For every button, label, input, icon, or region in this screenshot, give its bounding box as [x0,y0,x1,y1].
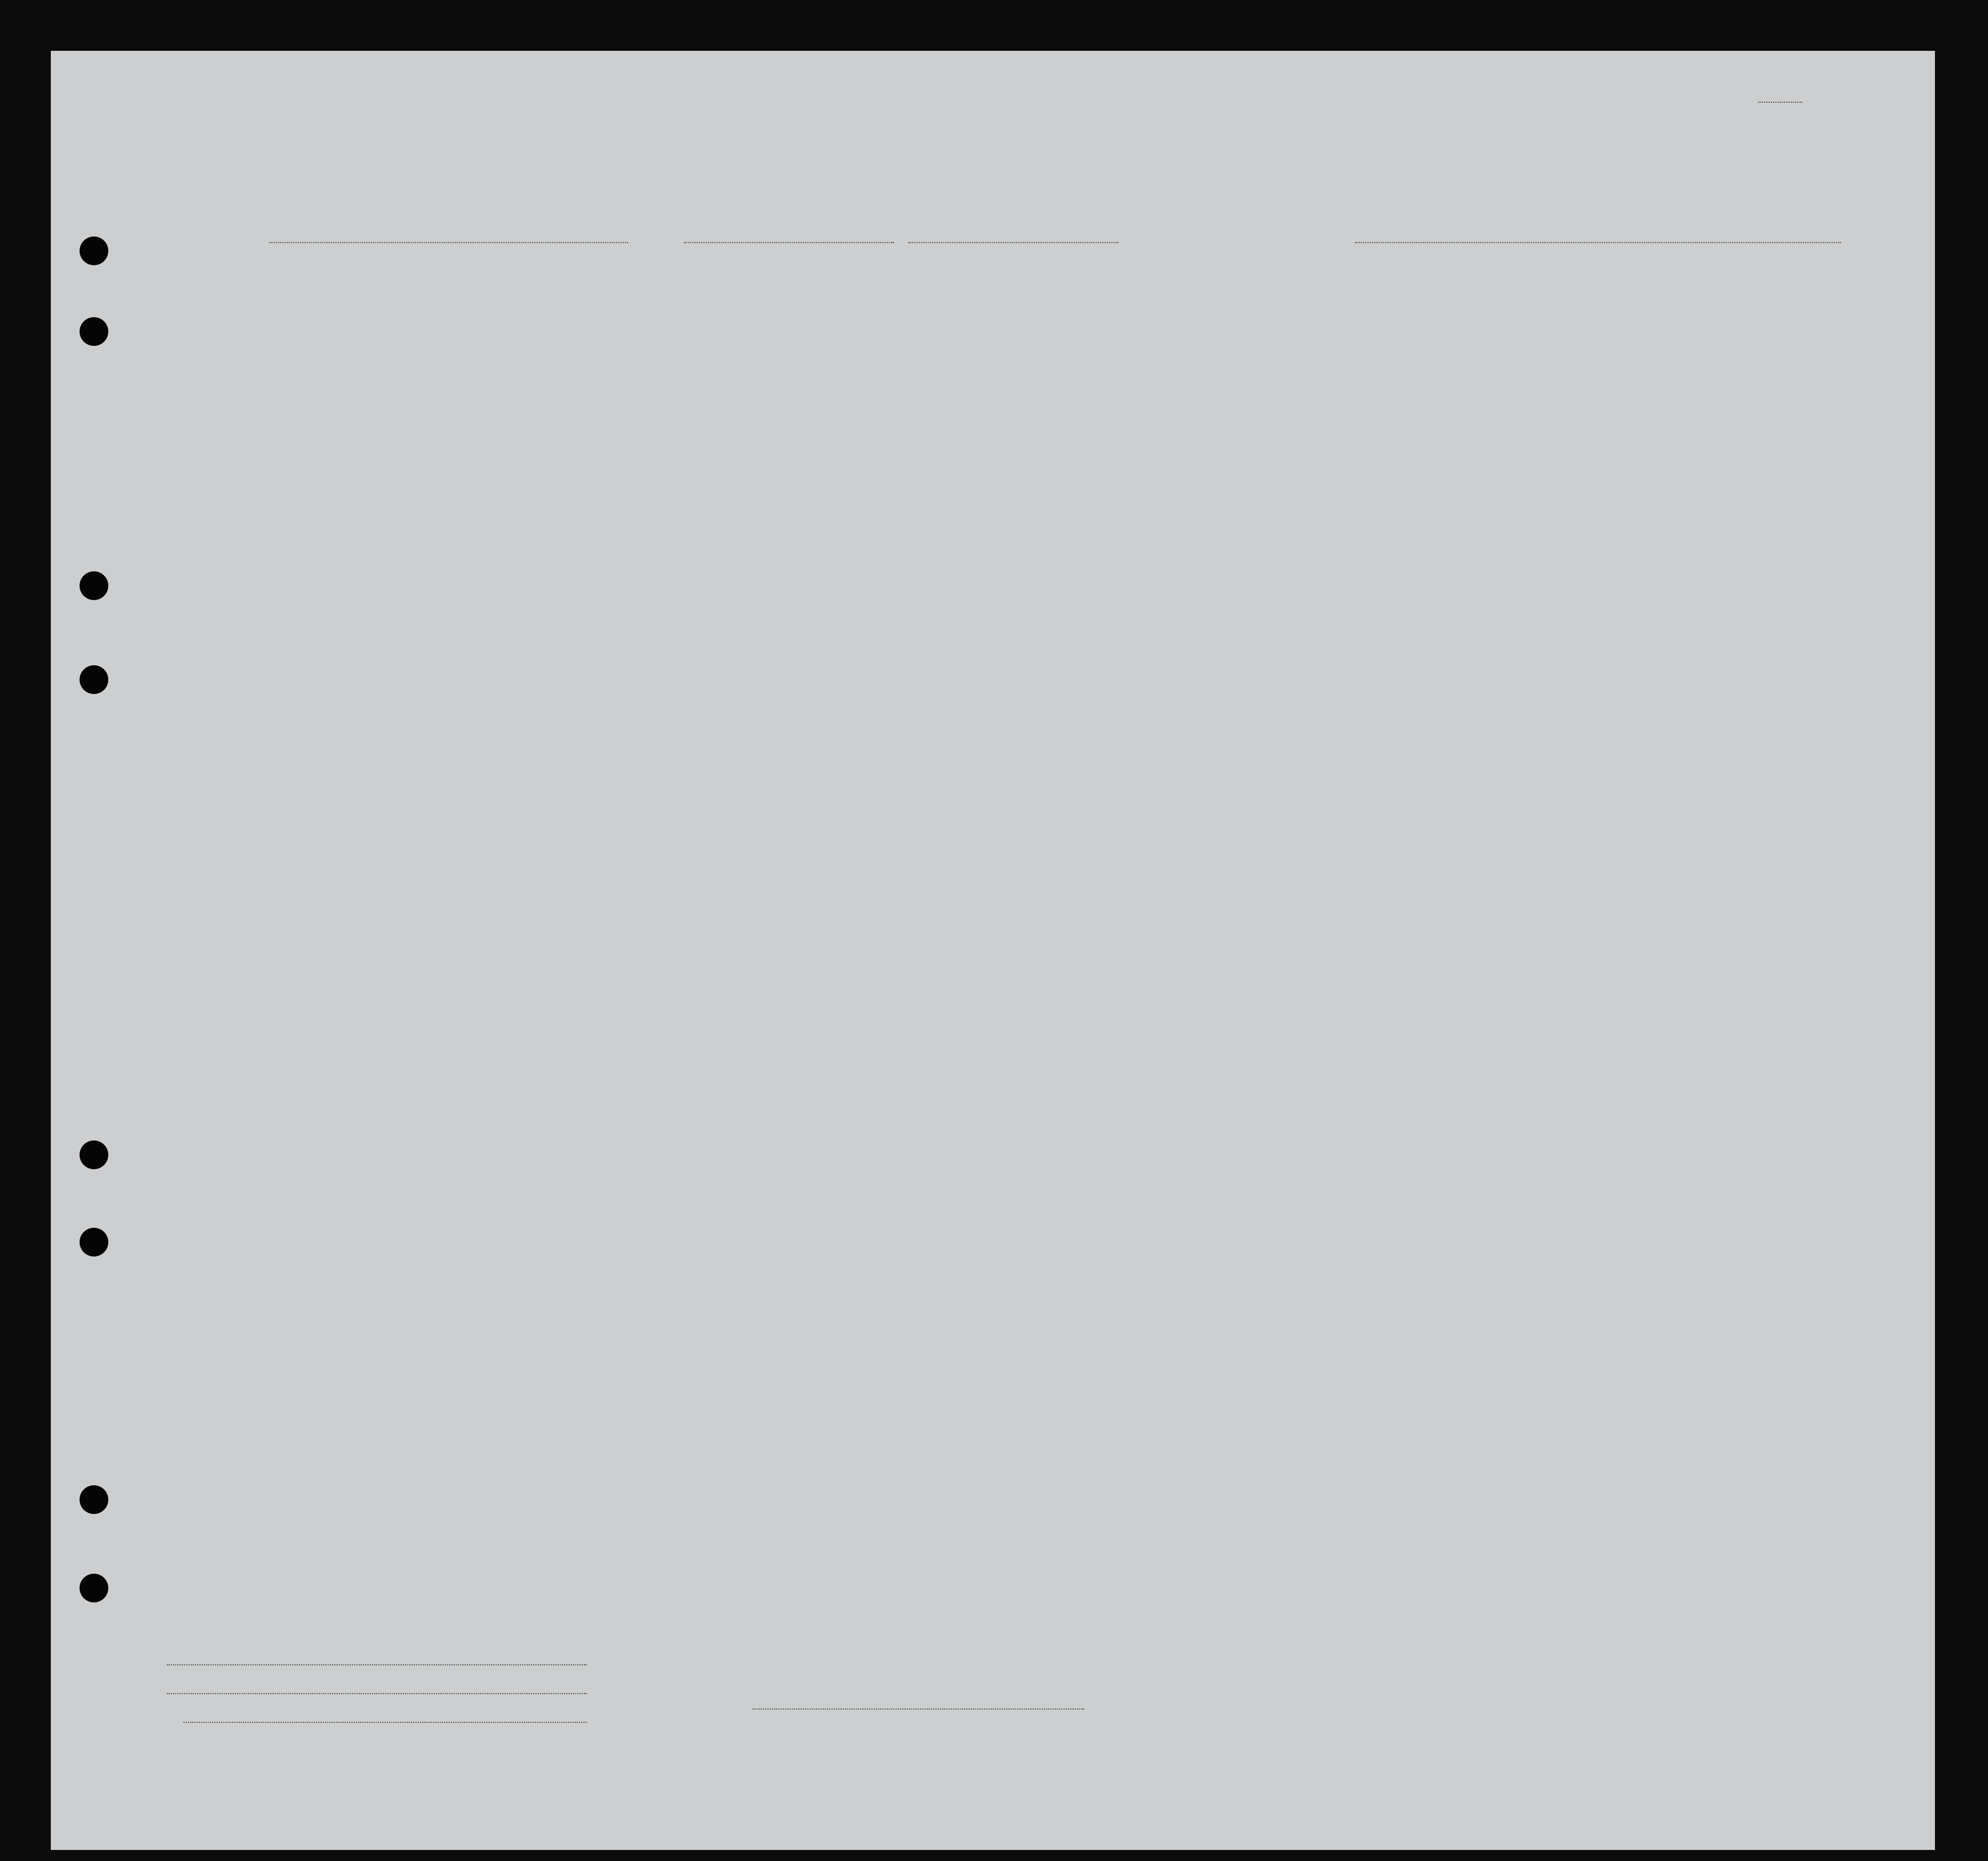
binder-hole [80,317,108,346]
binder-hole [80,1485,108,1514]
arriving-line [684,242,894,243]
sheet-number-line [1758,102,1802,103]
binder-hole [80,1574,108,1602]
footer-line-rule [167,1664,587,1665]
inspector-sign-line [753,1708,1084,1710]
binder-hole [80,1228,108,1257]
manifest-sheet [51,51,1935,1850]
vessel-line [269,242,628,243]
arriving-line-2 [908,242,1118,243]
footer-agents-rule [183,1722,587,1723]
binder-hole [80,1140,108,1169]
binder-hole [80,571,108,600]
from-port-line [1355,242,1841,243]
ruled-grid [51,51,1935,1850]
binder-hole [80,665,108,694]
footer-owners-rule [167,1693,587,1694]
binder-hole [80,236,108,265]
